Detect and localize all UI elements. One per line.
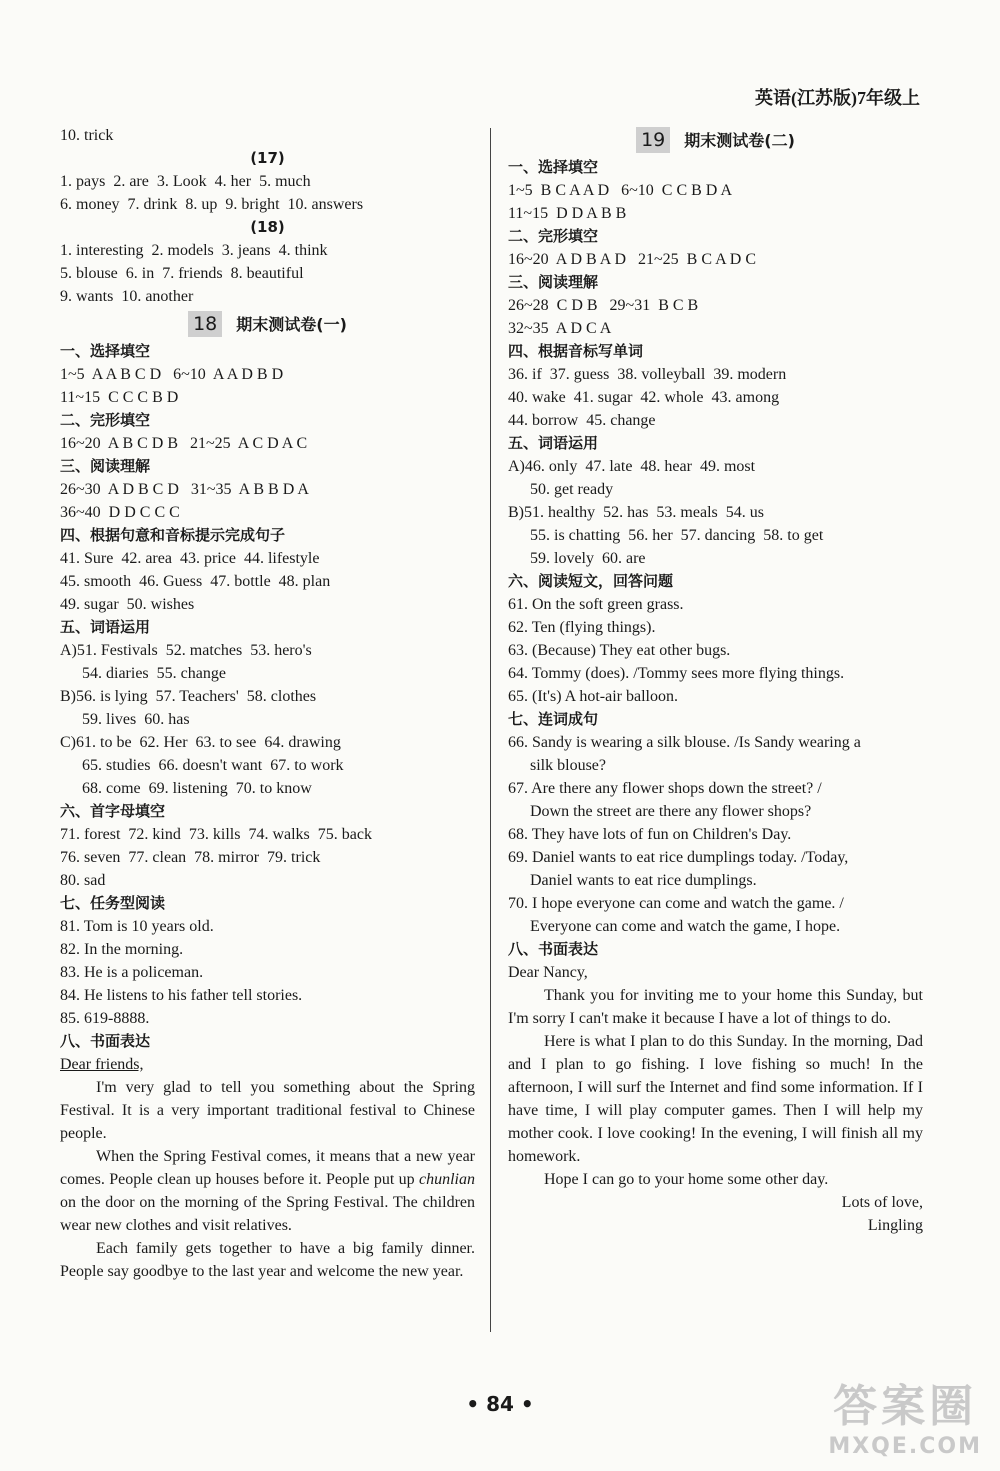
unit-heading xyxy=(508,125,923,155)
section-heading: 三、阅读理解 xyxy=(508,273,599,291)
answer-line: 71. forest 72. kind 73. kills 74. walks 75. back xyxy=(60,826,372,843)
essay-italic-word: chunlian xyxy=(419,1171,475,1188)
essay-paragraph: Each family gets together to have a big family dinner. People say goodbye to the last year and welcome the new year. xyxy=(60,1240,475,1280)
section-heading: 三、阅读理解 xyxy=(60,457,151,475)
letter-closing: Lots of love, xyxy=(841,1194,923,1211)
section-heading: 四、根据音标写单词 xyxy=(508,342,644,360)
section-heading: 二、完形填空 xyxy=(60,411,151,429)
letter-signature: Lingling xyxy=(867,1217,923,1234)
answer-line: 61. On the soft green grass. xyxy=(508,596,684,613)
answer-line: 68. come 69. listening 70. to know xyxy=(82,780,312,797)
right-column xyxy=(508,124,923,1237)
answer-line: 62. Ten (flying things). xyxy=(508,619,656,636)
section-heading: 八、书面表达 xyxy=(508,940,599,958)
left-column xyxy=(60,124,475,1283)
answer-line: 41. Sure 42. area 43. price 44. lifestyle xyxy=(60,550,320,567)
answer-line: 40. wake 41. sugar 42. whole 43. among xyxy=(508,389,780,406)
answer-line: 10. trick xyxy=(60,127,114,144)
section-heading: 一、选择填空 xyxy=(508,158,599,176)
answer-line: 83. He is a policeman. xyxy=(60,964,204,981)
answer-line: 81. Tom is 10 years old. xyxy=(60,918,214,935)
answer-line: 85. 619-8888. xyxy=(60,1010,150,1027)
answer-line: 80. sad xyxy=(60,872,106,889)
answer-line: 1. interesting 2. models 3. jeans 4. think xyxy=(60,242,328,259)
section-heading: 七、连词成句 xyxy=(508,710,599,728)
answer-line: 11~15 D D A B B xyxy=(508,205,627,222)
answer-line: 26~30 A D B C D 31~35 A B B D A xyxy=(60,481,309,498)
answer-line: C)61. to be 62. Her 63. to see 64. drawing xyxy=(60,734,341,751)
section-heading: 二、完形填空 xyxy=(508,227,599,245)
answer-line: 70. I hope everyone can come and watch the game. / xyxy=(508,895,844,912)
answer-line: B)56. is lying 57. Teachers' 58. clothes xyxy=(60,688,317,705)
answer-line: 59. lovely 60. are xyxy=(530,550,646,567)
answer-line: A)51. Festivals 52. matches 53. hero's xyxy=(60,642,312,659)
essay-paragraph: Here is what I plan to do this Sunday. In the morning, Dad and I plan to go fishing. I love fishing so much! In the afternoon, I will surf the Internet and find some information. If I have time, I will play computer games. Then I will help my mother cook. I love cooking! In the evening, I will finish all my homework. xyxy=(508,1033,923,1165)
section-number: (18) xyxy=(250,218,285,236)
answer-line: 6. money 7. drink 8. up 9. bright 10. answers xyxy=(60,196,364,213)
answer-line: 50. get ready xyxy=(530,481,614,498)
answer-line: 5. blouse 6. in 7. friends 8. beautiful xyxy=(60,265,304,282)
answer-line: 32~35 A D C A xyxy=(508,320,612,337)
answer-line: 36~40 D D C C C xyxy=(60,504,180,521)
answer-line: 55. is chatting 56. her 57. dancing 58. to get xyxy=(530,527,824,544)
answer-line: 1~5 A A B C D 6~10 A A D B D xyxy=(60,366,284,383)
section-heading: 六、首字母填空 xyxy=(60,802,166,820)
section-heading: 五、词语运用 xyxy=(60,618,151,636)
essay-paragraph: I'm very glad to tell you something about the Spring Festival. It is a very important traditional festival to Chinese people. xyxy=(60,1079,475,1142)
section-heading: 七、任务型阅读 xyxy=(60,894,166,912)
book-header: 英语(江苏版)7年级上 xyxy=(755,88,920,108)
unit-number: 18 xyxy=(188,311,222,337)
watermark-url: MXQE.COM xyxy=(828,1434,982,1459)
essay-paragraph xyxy=(60,1145,475,1237)
answer-line: 76. seven 77. clean 78. mirror 79. trick xyxy=(60,849,321,866)
section-heading: 八、书面表达 xyxy=(60,1032,151,1050)
watermark-title: 答案圈 xyxy=(833,1381,978,1432)
answer-line: 67. Are there any flower shops down the street? / xyxy=(508,780,822,797)
answer-line: 82. In the morning. xyxy=(60,941,184,958)
answer-line: A)46. only 47. late 48. hear 49. most xyxy=(508,458,756,475)
answer-line: 1~5 B C A A D 6~10 C C B D A xyxy=(508,182,733,199)
essay-text: on the door on the morning of the Spring Festival. The children wear new clothes and visit relatives. xyxy=(60,1194,475,1234)
answer-line: 65. (It's) A hot-air balloon. xyxy=(508,688,678,705)
answer-line: 36. if 37. guess 38. volleyball 39. modern xyxy=(508,366,787,383)
answer-line: Daniel wants to eat rice dumplings. xyxy=(530,872,757,889)
answer-line: 54. diaries 55. change xyxy=(82,665,226,682)
unit-title: 期末测试卷(一) xyxy=(236,314,347,334)
unit-heading xyxy=(60,309,475,339)
answer-line: 16~20 A D B A D 21~25 B C A D C xyxy=(508,251,757,268)
section-number: (17) xyxy=(250,149,285,167)
essay-text: When the Spring Festival comes, it means that a new year comes. People clean up houses before it. People put up xyxy=(60,1148,475,1188)
answer-line: 63. (Because) They eat other bugs. xyxy=(508,642,731,659)
essay-paragraph: Hope I can go to your home some other day. xyxy=(544,1171,829,1188)
answer-line: 69. Daniel wants to eat rice dumplings today. /Today, xyxy=(508,849,849,866)
answer-line: 9. wants 10. another xyxy=(60,288,194,305)
answer-line: 44. borrow 45. change xyxy=(508,412,656,429)
answer-line: 11~15 C C C B D xyxy=(60,389,179,406)
answer-line: silk blouse? xyxy=(530,757,606,774)
letter-greeting: Dear friends, xyxy=(60,1056,144,1073)
answer-line: 45. smooth 46. Guess 47. bottle 48. plan xyxy=(60,573,331,590)
answer-line: 66. Sandy is wearing a silk blouse. /Is Sandy wearing a xyxy=(508,734,861,751)
answer-line: 65. studies 66. doesn't want 67. to work xyxy=(82,757,344,774)
watermark xyxy=(828,1370,982,1459)
answer-line: Everyone can come and watch the game, I hope. xyxy=(530,918,841,935)
unit-title: 期末测试卷(二) xyxy=(684,130,795,150)
letter-greeting: Dear Nancy, xyxy=(508,964,588,981)
answer-line: 16~20 A B C D B 21~25 A C D A C xyxy=(60,435,308,452)
answer-line: 84. He listens to his father tell stories. xyxy=(60,987,303,1004)
essay-paragraph: Thank you for inviting me to your home this Sunday, but I'm sorry I can't make it because I have a lot of things to do. xyxy=(508,987,923,1027)
column-divider xyxy=(490,128,491,1332)
answer-line: 59. lives 60. has xyxy=(82,711,190,728)
answer-line: B)51. healthy 52. has 53. meals 54. us xyxy=(508,504,764,521)
answer-line: 49. sugar 50. wishes xyxy=(60,596,195,613)
answer-line: 1. pays 2. are 3. Look 4. her 5. much xyxy=(60,173,311,190)
answer-line: 68. They have lots of fun on Children's Day. xyxy=(508,826,792,843)
answer-line: 64. Tommy (does). /Tommy sees more flying things. xyxy=(508,665,845,682)
answer-line: Down the street are there any flower shops? xyxy=(530,803,812,820)
section-heading: 五、词语运用 xyxy=(508,434,599,452)
answer-line: 26~28 C D B 29~31 B C B xyxy=(508,297,699,314)
section-heading: 六、阅读短文，回答问题 xyxy=(508,572,674,590)
unit-number: 19 xyxy=(636,127,670,153)
section-heading: 一、选择填空 xyxy=(60,342,151,360)
section-heading: 四、根据句意和音标提示完成句子 xyxy=(60,526,286,544)
page-number: • 84 • xyxy=(466,1392,534,1416)
